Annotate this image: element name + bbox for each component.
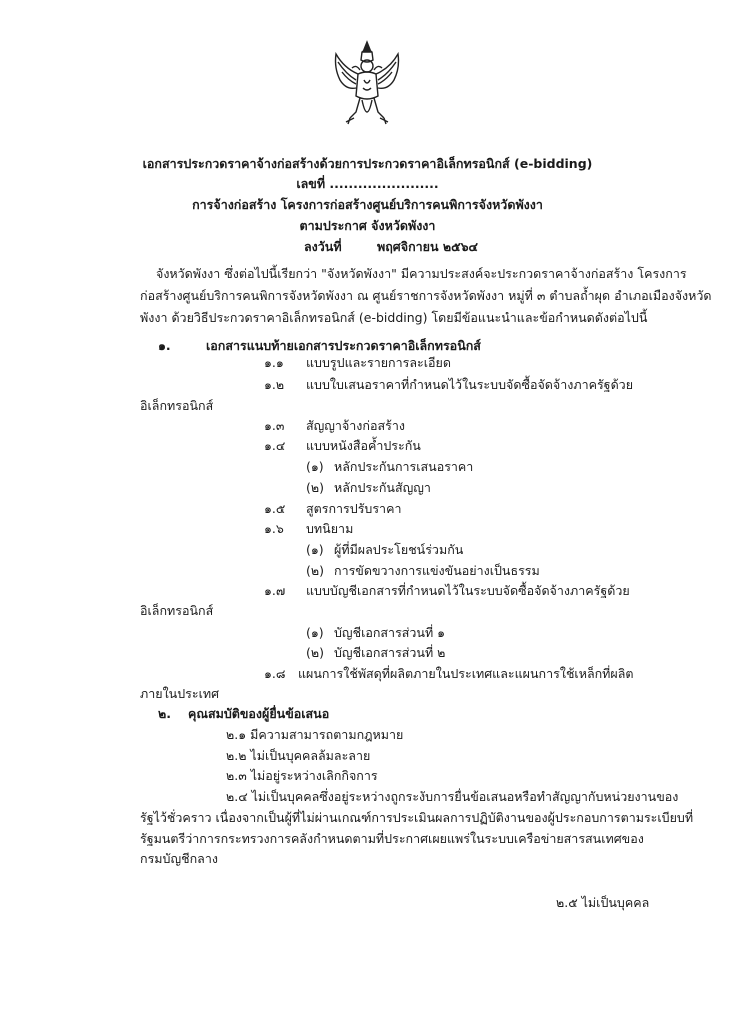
item-text: สูตรการปรับราคา: [306, 501, 402, 516]
item-number: ๑.๗: [264, 583, 286, 598]
next-page-catchword: ๒.๕ ไม่เป็นบุคคล: [556, 895, 650, 910]
item-text: แบบใบเสนอราคาที่กำหนดไว้ในระบบจัดซื้อจัดจ้างภาครัฐด้วย: [306, 377, 634, 392]
announcement-line: ตามประกาศ จังหวัดพังงา: [299, 218, 436, 233]
item-number: ๑.๑: [264, 355, 284, 370]
section-2-title: คุณสมบัติของผู้ยื่นข้อเสนอ: [188, 706, 330, 721]
sub-item-number: (๒): [306, 480, 324, 495]
intro-line-1: จังหวัดพังงา ซึ่งต่อไปนี้เรียกว่า "จังหวัดพังงา" มีความประสงค์จะประกวดราคาจ้างก่อสร้าง โครงการ: [156, 266, 687, 281]
sub-item-number: (๑): [306, 625, 324, 640]
qualification-item: ๒.๓ ไม่อยู่ระหว่างเลิกกิจการ: [226, 768, 378, 783]
item-text: แบบรูปและรายการละเอียด: [306, 355, 451, 370]
sub-item-number: (๒): [306, 563, 324, 578]
section-2-number: ๒.: [158, 706, 171, 721]
intro-line-2: ก่อสร้างศูนย์บริการคนพิการจังหวัดพังงา ณ ศูนย์ราชการจังหวัดพังงา หมู่ที่ ๓ ตำบลถ้ำผุด อำเภอเมืองจังหวัด: [140, 288, 712, 303]
sub-item-text: บัญชีเอกสารส่วนที่ ๒: [334, 645, 446, 660]
item-number: ๑.๒: [264, 377, 285, 392]
garuda-emblem: [332, 38, 402, 128]
qualification-item: ๒.๒ ไม่เป็นบุคคลล้มละลาย: [226, 748, 371, 763]
qualification-continuation: รัฐมนตรีว่าการกระทรวงการคลังกำหนดตามที่ประกาศเผยแพร่ในระบบเครือข่ายสารสนเทศของ: [140, 831, 644, 846]
item-number: ๑.๖: [264, 521, 284, 536]
sub-item-text: การขัดขวางการแข่งขันอย่างเป็นธรรม: [334, 563, 540, 578]
section-1-number: ๑.: [158, 338, 171, 353]
item-text: สัญญาจ้างก่อสร้าง: [306, 418, 405, 433]
intro-line-3: พังงา ด้วยวิธีประกวดราคาอิเล็กทรอนิกส์ (e-bidding) โดยมีข้อแนะนำและข้อกำหนดดังต่อไปนี้: [140, 310, 648, 325]
sub-item-text: ผู้ที่มีผลประโยชน์ร่วมกัน: [334, 542, 464, 557]
qualification-item: ๒.๔ ไม่เป็นบุคคลซึ่งอยู่ระหว่างถูกระงับการยื่นข้อเสนอหรือทำสัญญากับหน่วยงานของ: [226, 789, 679, 804]
qualification-continuation: กรมบัญชีกลาง: [140, 851, 218, 866]
item-text: บทนิยาม: [306, 521, 354, 536]
document-number: เลขที่ .......................: [296, 176, 439, 191]
sub-item-text: บัญชีเอกสารส่วนที่ ๑: [334, 625, 446, 640]
item-text: แบบบัญชีเอกสารที่กำหนดไว้ในระบบจัดซื้อจัดจ้างภาครัฐด้วย: [306, 583, 630, 598]
item-number: ๑.๓: [264, 418, 285, 433]
document-title: เอกสารประกวดราคาจ้างก่อสร้างด้วยการประกวดราคาอิเล็กทรอนิกส์ (e-bidding): [142, 156, 593, 171]
item-continuation: ภายในประเทศ: [140, 686, 220, 701]
date-value: พฤศจิกายน ๒๕๖๔: [377, 239, 478, 254]
item-number: ๑.๘: [264, 666, 286, 681]
sub-item-text: หลักประกันสัญญา: [334, 480, 431, 495]
qualification-continuation: รัฐไว้ชั่วคราว เนื่องจากเป็นผู้ที่ไม่ผ่านเกณฑ์การประเมินผลการปฏิบัติงานของผู้ประกอบการตามระเบียบที่: [140, 810, 694, 825]
date-label: ลงวันที่: [304, 239, 342, 254]
sub-item-number: (๒): [306, 645, 324, 660]
sub-item-number: (๑): [306, 459, 324, 474]
item-continuation: อิเล็กทรอนิกส์: [140, 398, 214, 413]
project-title: การจ้างก่อสร้าง โครงการก่อสร้างศูนย์บริการคนพิการจังหวัดพังงา: [192, 197, 543, 212]
item-number: ๑.๕: [264, 501, 286, 516]
qualification-item: ๒.๑ มีความสามารถตามกฎหมาย: [226, 727, 404, 742]
sub-item-number: (๑): [306, 542, 324, 557]
item-text: แบบหนังสือค้ำประกัน: [306, 438, 421, 453]
section-1-title: เอกสารแนบท้ายเอกสารประกวดราคาอิเล็กทรอนิกส์: [206, 338, 481, 353]
item-number: ๑.๔: [264, 438, 286, 453]
item-text: แผนการใช้พัสดุที่ผลิตภายในประเทศและแผนการใช้เหล็กที่ผลิต: [298, 666, 634, 681]
item-continuation: อิเล็กทรอนิกส์: [140, 603, 214, 618]
sub-item-text: หลักประกันการเสนอราคา: [334, 459, 474, 474]
